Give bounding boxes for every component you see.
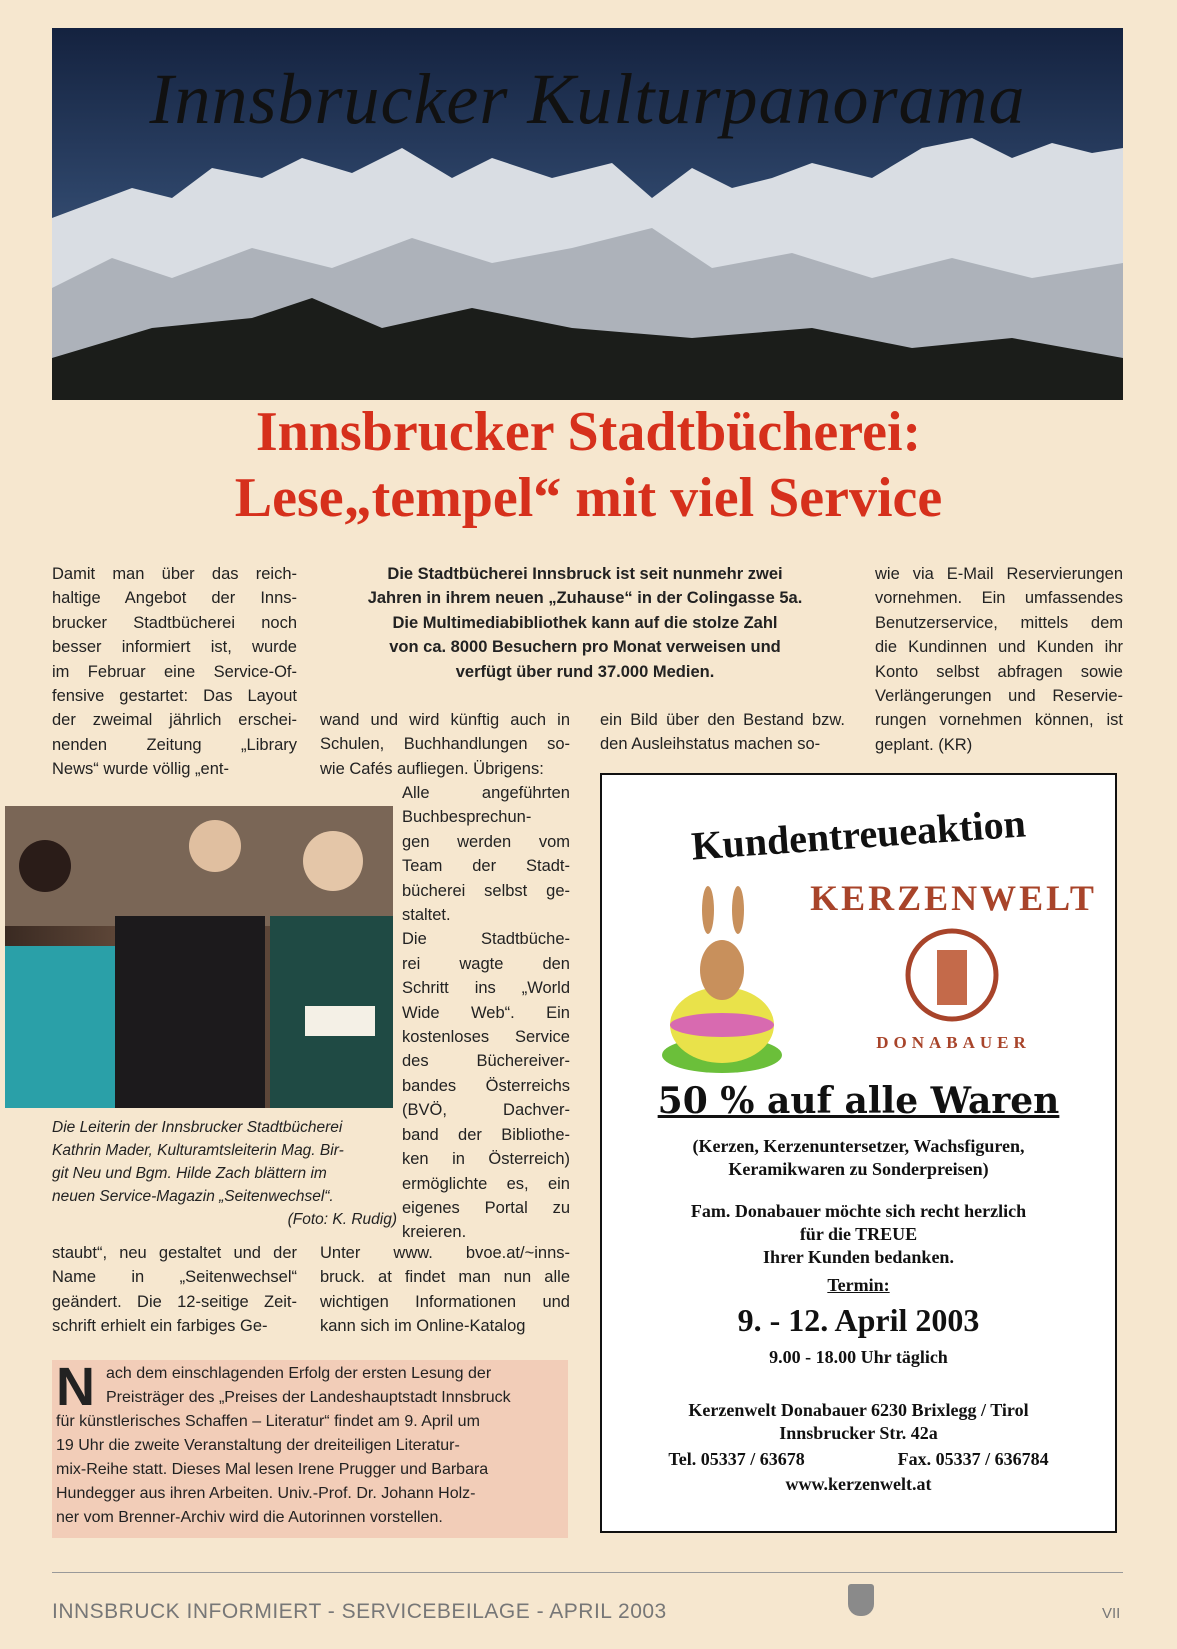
photo-people [5,806,393,1108]
text-line: Unter www. bvoe.at/~inns- [320,1244,570,1262]
text-line: git Neu und Bgm. Hilde Zach blättern im [52,1165,327,1182]
text-line: Verlängerungen und Reservie- [875,687,1123,706]
photo-credit: (Foto: K. Rudig) [287,1211,397,1228]
text-line: Benutzerservice, mittels dem [875,613,1123,632]
text-line: Preisträger des „Preises der Landeshauptstadt Innsbruck [106,1389,511,1406]
column-3 [600,708,845,757]
page-number: VII [1102,1605,1121,1622]
text-line: bruck. at findet man nun alle [320,1268,570,1287]
text-line: Innsbrucker Str. 42a [779,1423,938,1443]
ad-address [602,1399,1115,1445]
text-line: wichtigen Informationen und [320,1292,570,1311]
event-box [52,1357,568,1538]
text-line: wie Cafés aufliegen. Übrigens: [320,759,544,778]
text-line: Fam. Donabauer möchte sich recht herzlich [690,1201,1027,1221]
column-1-bottom [52,1241,297,1339]
text-line: bandes Österreichs [402,1076,570,1095]
column-1-top [52,562,297,782]
text-line: wie via E-Mail Reservierungen [875,565,1123,583]
text-line: schrift erhielt ein farbiges Ge- [52,1317,268,1336]
library-photo [5,806,393,1108]
header-mountain-image [52,28,1123,400]
text-line: Kerzenwelt Donabauer 6230 Brixlegg / Tirol [688,1400,1029,1420]
ad-thanks [602,1200,1115,1269]
text-line: ermöglichte es, ein [402,1174,570,1193]
text-line: bücherei selbst ge- [402,881,570,900]
text-line: News“ wurde völlig „ent- [52,760,229,779]
text-line: staubt“, neu gestaltet und der [52,1244,297,1262]
text-line: Die Stadtbücherei Innsbruck ist seit nunmehr zwei [387,565,783,583]
text-line: rei wagte den [402,954,570,973]
drop-cap: N [56,1357,95,1417]
headline-line-1: Innsbrucker Stadtbücherei: [255,401,922,463]
footer-publication: INNSBRUCK INFORMIERT - SERVICEBEILAGE - APRIL 2003 [52,1600,667,1623]
text-line: ken in Österreich) [402,1150,570,1169]
text-line: Jahren in ihrem neuen „Zuhause“ in der Colingasse 5a. [367,589,803,608]
text-line: vornehmen. Ein umfassendes [875,589,1123,608]
ad-offer-detail [602,1135,1115,1181]
intro-lead [320,562,850,684]
column-2-top [320,708,570,781]
text-line: staltet. [402,906,451,925]
text-line: ein Bild über den Bestand bzw. [600,711,845,729]
column-4 [875,562,1123,757]
ad-hours: 9.00 - 18.00 Uhr täglich [769,1347,948,1367]
text-line: von ca. 8000 Besuchern pro Monat verweisen und [389,638,781,657]
ad-fax: Fax. 05337 / 636784 [897,1449,1049,1469]
text-line: Schritt ins „World [402,979,570,998]
column-2-bottom [320,1241,570,1339]
text-line: Kathrin Mader, Kulturamtsleiterin Mag. Bir- [52,1142,344,1159]
text-line: kann sich im Online-Katalog [320,1317,526,1336]
footer-divider [52,1572,1123,1573]
text-line: ner vom Brenner-Archiv wird die Autorinnen vorstellen. [56,1509,443,1526]
text-line: Buchbesprechun- [402,808,532,827]
text-line: geplant. (KR) [875,735,973,754]
advertisement-kerzenwelt [600,773,1117,1533]
text-line: gen werden vom [402,832,570,851]
text-line: ach dem einschlagenden Erfolg der ersten Lesung der [106,1365,492,1382]
ad-website: www.kerzenwelt.at [785,1474,932,1494]
text-line: eigenes Portal zu [402,1198,570,1217]
text-line: haltige Angebot der Inns- [52,589,297,608]
ad-termin-label: Termin: [827,1275,890,1295]
text-line: besser informiert ist, wurde [52,638,297,657]
text-line: Hundegger aus ihren Arbeiten. Univ.-Prof. Dr. Johann Holz- [56,1485,476,1502]
text-line: Damit man über das reich- [52,565,297,583]
text-line: Name in „Seitenwechsel“ [52,1268,297,1287]
easter-bunny-icon [652,885,792,1075]
text-line: Alle angeführten [402,784,570,802]
innsbruck-crest-icon [848,1584,874,1616]
text-line: mix-Reihe statt. Dieses Mal lesen Irene Prugger und Barbara [56,1461,489,1478]
ad-offer: 50 % auf alle Waren [657,1080,1060,1122]
ad-phone: Tel. 05337 / 63678 [668,1449,805,1469]
kerzenwelt-logo: KERZENWELT [810,878,1097,918]
text-line: für künstlerisches Schaffen – Literatur“ findet am 9. April um [56,1413,480,1430]
text-line: Ihrer Kunden bedanken. [763,1247,954,1267]
text-line: im Februar eine Service-Of- [52,662,297,681]
text-line: kreieren. [402,1223,467,1242]
column-2-middle [402,781,570,1245]
ad-date: 9. - 12. April 2003 [737,1302,980,1338]
section-title: Innsbrucker Kulturpanorama [149,59,1026,139]
text-line: Die Stadtbüche- [402,930,570,949]
text-line: fensive gestartet: Das Layout [52,687,297,706]
text-line: Konto selbst abfragen sowie [875,662,1123,681]
text-line: der zweimal jährlich erschei- [52,711,297,730]
text-line: wand und wird künftig auch in [320,711,570,729]
text-line: Team der Stadt- [402,857,570,876]
text-line: neuen Service-Magazin „Seitenwechsel“. [52,1188,334,1205]
text-line: geändert. Die 12-seitige Zeit- [52,1292,297,1311]
ad-title: Kundentreueaktion [689,800,1028,869]
text-line: die Kundinnen und Kunden ihr [875,638,1123,657]
text-line: nenden Zeitung „Library [52,735,297,754]
text-line: rungen vornehmen können, ist [875,711,1123,730]
text-line: (BVÖ, Dachver- [402,1101,570,1120]
photo-caption [52,1116,397,1231]
text-line: (Kerzen, Kerzenuntersetzer, Wachsfiguren, [692,1136,1025,1156]
text-line: Wide Web“. Ein [402,1003,570,1022]
text-line: 19 Uhr die zweite Veranstaltung der dreiteiligen Literatur- [56,1437,460,1454]
event-text [56,1357,564,1530]
candle-logo-icon [902,925,1002,1025]
text-line: verfügt über rund 37.000 Medien. [455,662,715,681]
text-line: Keramikwaren zu Sonderpreisen) [728,1159,989,1179]
text-line: Die Leiterin der Innsbrucker Stadtbücherei [52,1119,343,1136]
text-line: für die TREUE [799,1224,918,1244]
text-line: des Büchereiver- [402,1052,570,1071]
text-line: Die Multimediabibliothek kann auf die stolze Zahl [392,613,778,632]
text-line: den Ausleihstatus machen so- [600,735,821,754]
text-line: band der Bibliothe- [402,1125,570,1144]
text-line: Schulen, Buchhandlungen so- [320,735,570,754]
donabauer-logo: DONABAUER [876,1033,1031,1052]
text-line: brucker Stadtbücherei noch [52,613,297,632]
headline-line-2: Lese„tempel“ mit viel Service [234,467,943,529]
text-line: kostenloses Service [402,1028,570,1047]
